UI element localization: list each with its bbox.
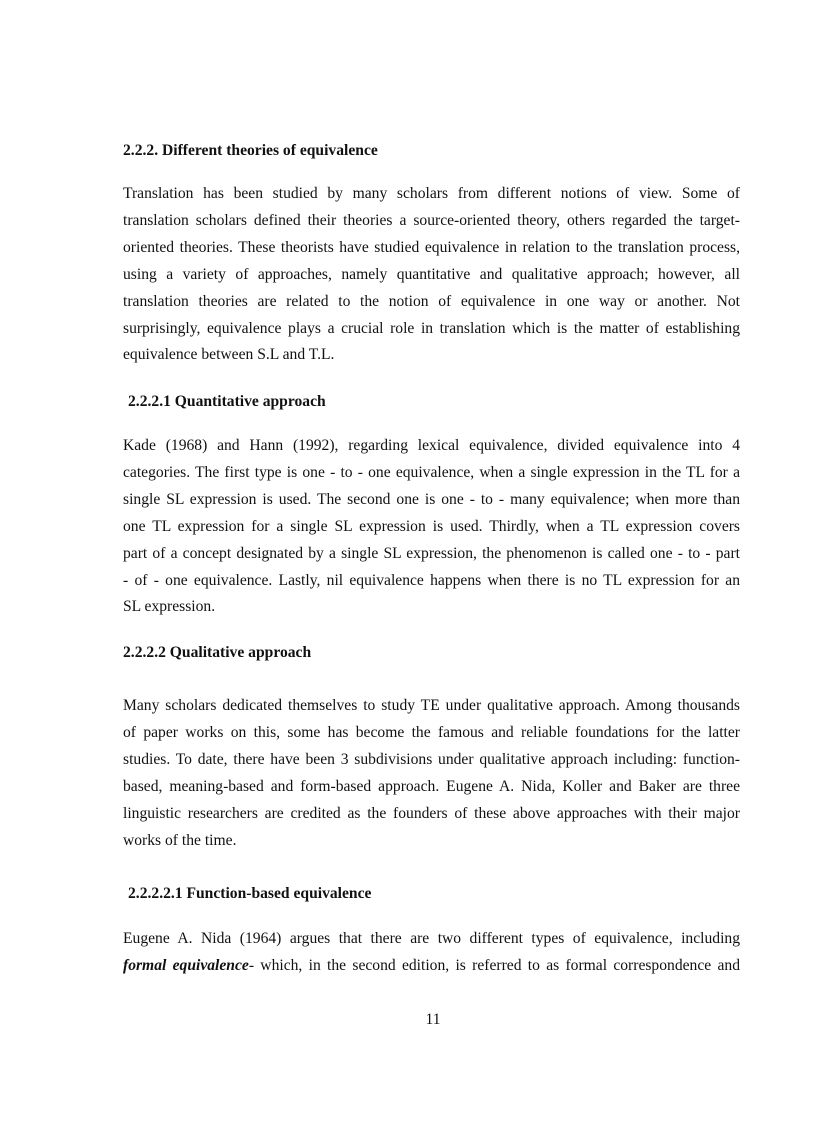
paragraph-line: part of a concept designated by a single SL expression, the phenomenon is called one - to - part	[123, 544, 740, 562]
paragraph-line: studies. To date, there have been 3 subdivisions under qualitative approach including: function-	[123, 750, 740, 768]
paragraph-line: oriented theories. These theorists have studied equivalence in relation to the translation process,	[123, 238, 740, 256]
paragraph-line: single SL expression is used. The second one is one - to - many equivalence; when more than	[123, 490, 740, 508]
section-heading: 2.2.2. Different theories of equivalence	[123, 142, 378, 159]
paragraph-line: works of the time.	[123, 831, 237, 849]
subsubsection-heading: 2.2.2.2.1 Function-based equivalence	[128, 885, 372, 902]
subsection-heading: 2.2.2.1 Quantitative approach	[128, 393, 326, 410]
paragraph-line: translation theories are related to the notion of equivalence in one way or another. Not	[123, 292, 740, 310]
paragraph-line: translation scholars defined their theories a source-oriented theory, others regarded the target-	[123, 211, 740, 229]
paragraph-line: based, meaning-based and form-based approach. Eugene A. Nida, Koller and Baker are three	[123, 777, 740, 795]
paragraph	[123, 433, 740, 621]
paragraph-line: one TL expression for a single SL expression is used. Thirdly, when a TL expression covers	[123, 517, 740, 535]
paragraph-line: categories. The first type is one - to - one equivalence, when a single expression in the TL for a	[123, 463, 740, 481]
paragraph-line: SL expression.	[123, 598, 216, 616]
paragraph-line: equivalence between S.L and T.L.	[123, 346, 335, 364]
paragraph-line: Eugene A. Nida (1964) argues that there are two different types of equivalence, including	[123, 930, 740, 947]
paragraph-line: Kade (1968) and Hann (1992), regarding lexical equivalence, divided equivalence into 4	[123, 437, 740, 454]
paragraph-line	[123, 953, 740, 980]
subsection-heading: 2.2.2.2 Qualitative approach	[123, 644, 312, 661]
emphasis-term: formal equivalence	[123, 956, 249, 974]
paragraph-line: Translation has been studied by many scholars from different notions of view. Some of	[123, 185, 740, 202]
paragraph-line: - of - one equivalence. Lastly, nil equivalence happens when there is no TL expression for an	[123, 571, 740, 589]
paragraph-line: Many scholars dedicated themselves to study TE under qualitative approach. Among thousands	[123, 697, 740, 714]
paragraph-line: surprisingly, equivalence plays a crucial role in translation which is the matter of establishing	[123, 319, 740, 337]
paragraph-line: using a variety of approaches, namely quantitative and qualitative approach; however, all	[123, 265, 740, 283]
paragraph-line: of paper works on this, some has become the famous and reliable foundations for the latter	[123, 723, 740, 741]
paragraph-line: linguistic researchers are credited as the founders of these above approaches with their major	[123, 804, 740, 822]
page-number: 11	[425, 1011, 441, 1028]
paragraph	[123, 181, 740, 369]
paragraph	[123, 693, 740, 854]
line-text: - which, in the second edition, is referred to as formal correspondence and	[248, 956, 740, 974]
paragraph	[123, 926, 740, 980]
